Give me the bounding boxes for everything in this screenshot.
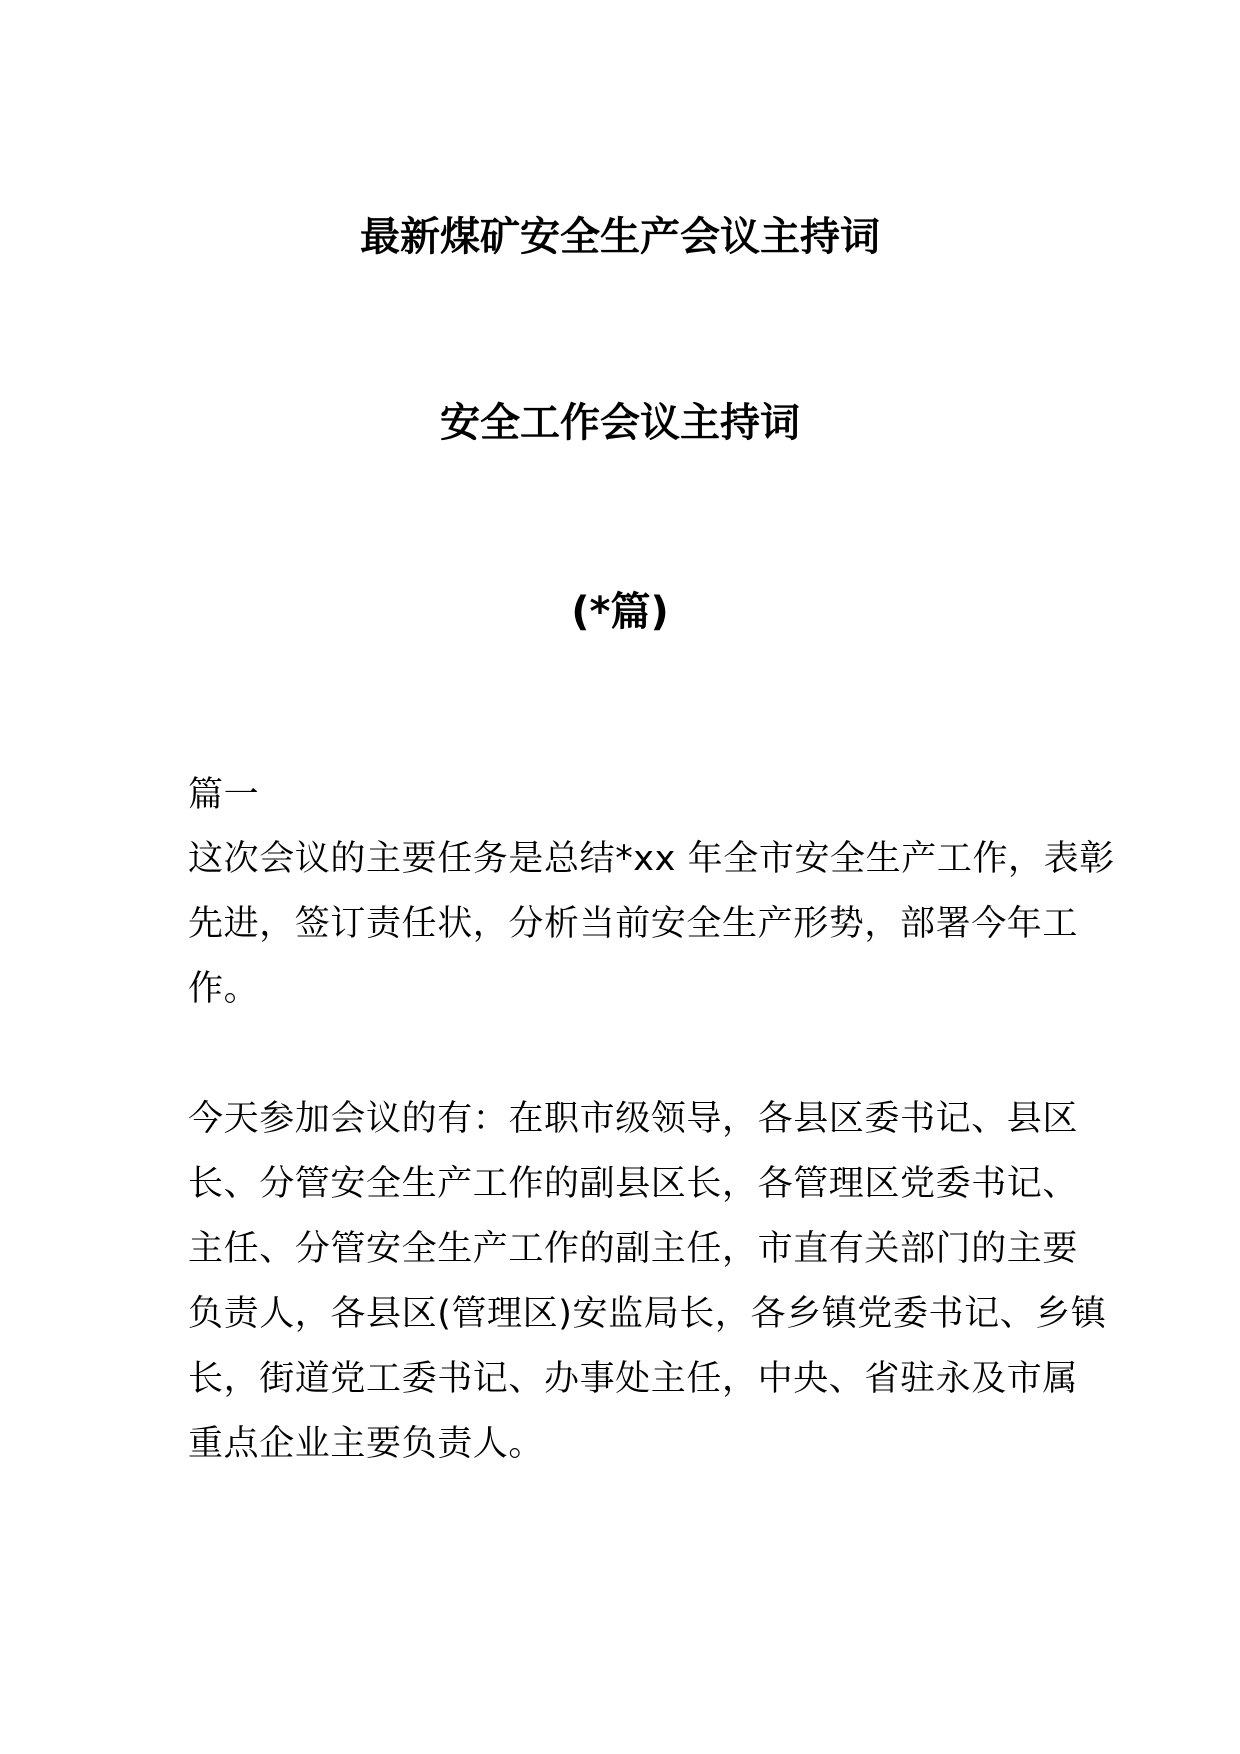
paragraph-line: 主任、分管安全生产工作的副主任，市直有关部门的主要 — [188, 1229, 1079, 1269]
paragraph-line: 作。 — [188, 969, 260, 1009]
count-note: (*篇) — [571, 589, 669, 635]
paragraph-line: 负责人，各县区(管理区)安监局长，各乡镇党委书记、乡镇 — [188, 1294, 1107, 1334]
paragraph-line: 今天参加会议的有：在职市级领导，各县区委书记、县区 — [188, 1099, 1079, 1139]
paragraph-line: 长、分管安全生产工作的副县区长，各管理区党委书记、 — [188, 1164, 1079, 1204]
document-title: 最新煤矿安全生产会议主持词 — [360, 214, 880, 260]
document-subtitle: 安全工作会议主持词 — [440, 400, 800, 446]
section-heading: 篇一 — [188, 775, 260, 815]
paragraph-line: 重点企业主要负责人。 — [188, 1424, 545, 1464]
paragraph-line: 先进，签订责任状，分析当前安全生产形势，部署今年工 — [188, 904, 1079, 944]
paragraph-line: 这次会议的主要任务是总结*xx 年全市安全生产工作，表彰 — [188, 839, 1115, 879]
paragraph-line: 长，街道党工委书记、办事处主任，中央、省驻永及市属 — [188, 1359, 1079, 1399]
